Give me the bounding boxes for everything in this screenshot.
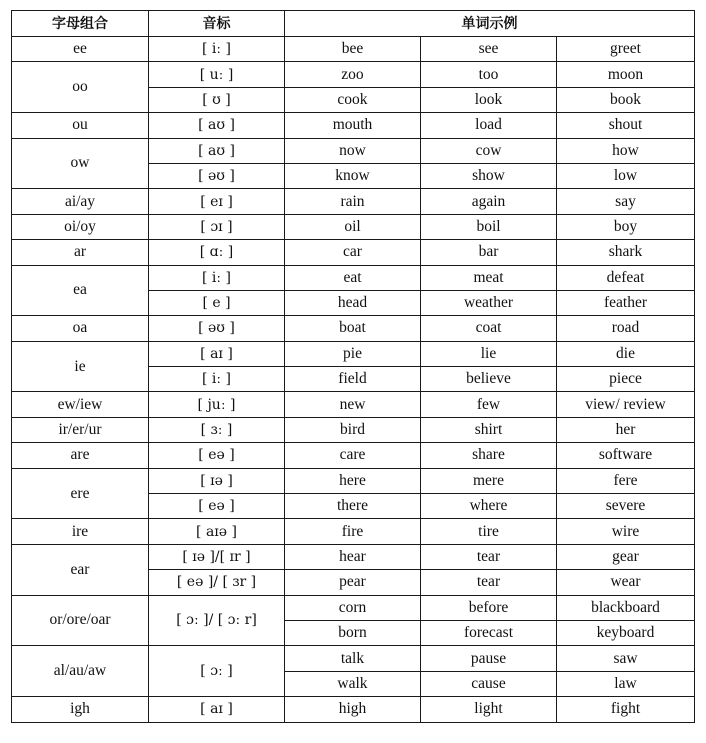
table-body: [12, 37, 695, 723]
example-word-cell: bee: [285, 37, 421, 62]
example-word-cell: car: [285, 240, 421, 265]
table-row: [12, 697, 695, 722]
example-word-cell: low: [557, 163, 695, 188]
table-row: [12, 468, 695, 493]
example-word-cell: talk: [285, 646, 421, 671]
example-word-cell: hear: [285, 544, 421, 569]
example-word-cell: too: [421, 62, 557, 87]
table-row: [12, 544, 695, 569]
example-word-cell: feather: [557, 290, 695, 315]
example-word-cell: fight: [557, 697, 695, 722]
phonetic-cell: [ ʊ ]: [149, 87, 285, 112]
table-row: [12, 519, 695, 544]
example-word-cell: load: [421, 113, 557, 138]
phonetic-cell: [ eɪ ]: [149, 189, 285, 214]
example-word-cell: boy: [557, 214, 695, 239]
header-letter-combo: 字母组合: [12, 11, 149, 37]
example-word-cell: show: [421, 163, 557, 188]
letter-combo-cell: oo: [12, 62, 149, 113]
example-word-cell: believe: [421, 367, 557, 392]
example-word-cell: before: [421, 595, 557, 620]
letter-combo-cell: oa: [12, 316, 149, 341]
example-word-cell: piece: [557, 367, 695, 392]
example-word-cell: forecast: [421, 620, 557, 645]
example-word-cell: wire: [557, 519, 695, 544]
example-word-cell: gear: [557, 544, 695, 569]
example-word-cell: tear: [421, 570, 557, 595]
example-word-cell: coat: [421, 316, 557, 341]
example-word-cell: eat: [285, 265, 421, 290]
example-word-cell: software: [557, 443, 695, 468]
example-word-cell: see: [421, 37, 557, 62]
example-word-cell: die: [557, 341, 695, 366]
example-word-cell: shirt: [421, 417, 557, 442]
letter-combo-cell: ai/ay: [12, 189, 149, 214]
example-word-cell: tear: [421, 544, 557, 569]
phonetic-cell: [ aɪ ]: [149, 697, 285, 722]
example-word-cell: view/ review: [557, 392, 695, 417]
phonetic-cell: [ eə ]: [149, 443, 285, 468]
example-word-cell: boat: [285, 316, 421, 341]
letter-combo-cell: ar: [12, 240, 149, 265]
example-word-cell: cause: [421, 671, 557, 696]
example-word-cell: pie: [285, 341, 421, 366]
example-word-cell: field: [285, 367, 421, 392]
example-word-cell: mouth: [285, 113, 421, 138]
letter-combo-cell: ie: [12, 341, 149, 392]
example-word-cell: pause: [421, 646, 557, 671]
table-row: [12, 265, 695, 290]
phonics-table: [11, 10, 695, 723]
table-row: [12, 316, 695, 341]
phonetic-cell: [ əʊ ]: [149, 163, 285, 188]
phonetic-cell: [ ɪə ]/[ ɪr ]: [149, 544, 285, 569]
example-word-cell: few: [421, 392, 557, 417]
letter-combo-cell: ou: [12, 113, 149, 138]
phonetic-cell: [ ɑː ]: [149, 240, 285, 265]
example-word-cell: zoo: [285, 62, 421, 87]
phonetic-cell: [ ɪə ]: [149, 468, 285, 493]
table-row: [12, 37, 695, 62]
example-word-cell: cow: [421, 138, 557, 163]
letter-combo-cell: ow: [12, 138, 149, 189]
table-row: [12, 595, 695, 620]
phonetic-cell: [ aʊ ]: [149, 113, 285, 138]
example-word-cell: blackboard: [557, 595, 695, 620]
example-word-cell: care: [285, 443, 421, 468]
example-word-cell: pear: [285, 570, 421, 595]
example-word-cell: light: [421, 697, 557, 722]
letter-combo-cell: are: [12, 443, 149, 468]
letter-combo-cell: ea: [12, 265, 149, 316]
example-word-cell: say: [557, 189, 695, 214]
table-row: [12, 392, 695, 417]
example-word-cell: born: [285, 620, 421, 645]
letter-combo-cell: ee: [12, 37, 149, 62]
example-word-cell: shout: [557, 113, 695, 138]
example-word-cell: tire: [421, 519, 557, 544]
phonetic-cell: [ iː ]: [149, 265, 285, 290]
table-row: [12, 113, 695, 138]
letter-combo-cell: or/ore/oar: [12, 595, 149, 646]
example-word-cell: weather: [421, 290, 557, 315]
phonetic-cell: [ iː ]: [149, 37, 285, 62]
table-row: [12, 189, 695, 214]
example-word-cell: severe: [557, 494, 695, 519]
example-word-cell: book: [557, 87, 695, 112]
example-word-cell: shark: [557, 240, 695, 265]
example-word-cell: rain: [285, 189, 421, 214]
example-word-cell: boil: [421, 214, 557, 239]
phonetic-cell: [ ɔː ]: [149, 646, 285, 697]
example-word-cell: walk: [285, 671, 421, 696]
table-row: [12, 646, 695, 671]
example-word-cell: wear: [557, 570, 695, 595]
example-word-cell: high: [285, 697, 421, 722]
example-word-cell: share: [421, 443, 557, 468]
phonetic-cell: [ ɔː ]/ [ ɔː r]: [149, 595, 285, 646]
phonetic-cell: [ ɔɪ ]: [149, 214, 285, 239]
example-word-cell: bird: [285, 417, 421, 442]
phonetic-cell: [ iː ]: [149, 367, 285, 392]
letter-combo-cell: igh: [12, 697, 149, 722]
example-word-cell: lie: [421, 341, 557, 366]
example-word-cell: cook: [285, 87, 421, 112]
letter-combo-cell: oi/oy: [12, 214, 149, 239]
example-word-cell: now: [285, 138, 421, 163]
example-word-cell: there: [285, 494, 421, 519]
phonetic-cell: [ aɪ ]: [149, 341, 285, 366]
example-word-cell: look: [421, 87, 557, 112]
example-word-cell: here: [285, 468, 421, 493]
example-word-cell: know: [285, 163, 421, 188]
header-word-examples: 单词示例: [285, 11, 695, 37]
phonetic-cell: [ eə ]: [149, 494, 285, 519]
example-word-cell: new: [285, 392, 421, 417]
letter-combo-cell: ire: [12, 519, 149, 544]
example-word-cell: greet: [557, 37, 695, 62]
phonetic-cell: [ ɜː ]: [149, 417, 285, 442]
example-word-cell: saw: [557, 646, 695, 671]
header-phonetic: 音标: [149, 11, 285, 37]
phonetic-cell: [ aʊ ]: [149, 138, 285, 163]
example-word-cell: corn: [285, 595, 421, 620]
example-word-cell: road: [557, 316, 695, 341]
phonetic-cell: [ juː ]: [149, 392, 285, 417]
letter-combo-cell: ear: [12, 544, 149, 595]
example-word-cell: oil: [285, 214, 421, 239]
example-word-cell: fire: [285, 519, 421, 544]
table-row: [12, 417, 695, 442]
example-word-cell: law: [557, 671, 695, 696]
letter-combo-cell: ew/iew: [12, 392, 149, 417]
example-word-cell: again: [421, 189, 557, 214]
example-word-cell: meat: [421, 265, 557, 290]
table-row: [12, 138, 695, 163]
table-row: [12, 443, 695, 468]
table-row: [12, 214, 695, 239]
example-word-cell: how: [557, 138, 695, 163]
table-row: [12, 341, 695, 366]
example-word-cell: bar: [421, 240, 557, 265]
phonetic-cell: [ eə ]/ [ ɜr ]: [149, 570, 285, 595]
header-row: [12, 11, 695, 37]
example-word-cell: her: [557, 417, 695, 442]
example-word-cell: defeat: [557, 265, 695, 290]
phonetic-cell: [ aɪə ]: [149, 519, 285, 544]
phonetic-cell: [ e ]: [149, 290, 285, 315]
example-word-cell: mere: [421, 468, 557, 493]
example-word-cell: head: [285, 290, 421, 315]
table-row: [12, 62, 695, 87]
example-word-cell: fere: [557, 468, 695, 493]
example-word-cell: keyboard: [557, 620, 695, 645]
phonetic-cell: [ uː ]: [149, 62, 285, 87]
letter-combo-cell: al/au/aw: [12, 646, 149, 697]
letter-combo-cell: ir/er/ur: [12, 417, 149, 442]
example-word-cell: where: [421, 494, 557, 519]
table-row: [12, 240, 695, 265]
example-word-cell: moon: [557, 62, 695, 87]
phonetic-cell: [ əʊ ]: [149, 316, 285, 341]
letter-combo-cell: ere: [12, 468, 149, 519]
